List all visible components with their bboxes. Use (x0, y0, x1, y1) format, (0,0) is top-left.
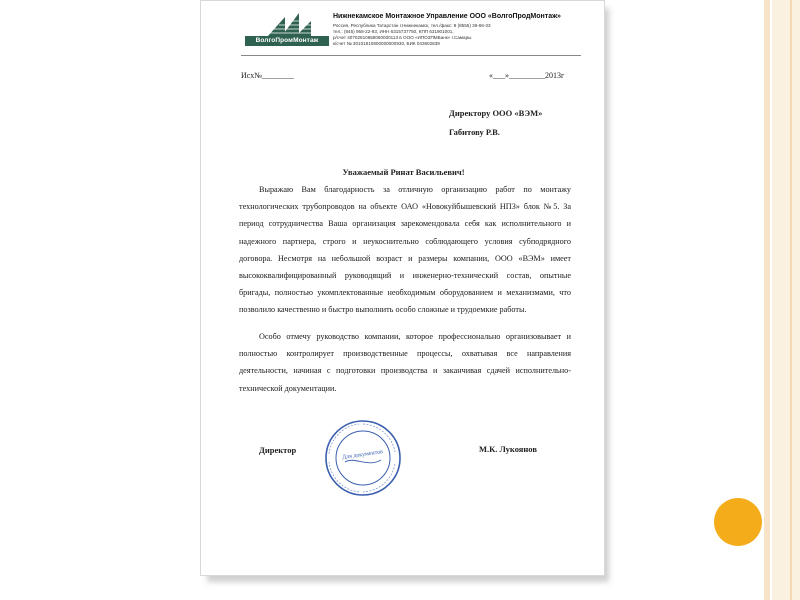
stamp-text: Для документов (341, 449, 384, 461)
logo-text: ВолгоПромМонтаж (245, 36, 329, 46)
side-stripe (790, 0, 792, 600)
body-paragraph: Особо отмечу руководство компании, которое профессионально организовывает и полностью контролирует производственные процессы, охватывая все направления деятельности, начиная с подготовки производства и заканчивая сдачей исполнительно-технической документации. (239, 332, 571, 393)
company-stamp-icon (323, 418, 403, 498)
company-detail-line: тел.: (845) 958-22-93, ИНН 6315737750, КПП 631901001, (333, 29, 454, 34)
side-stripe (764, 0, 770, 600)
letterhead-divider (241, 55, 581, 56)
company-detail-line: р/счет 40702810658060000113 в ООО «ИПОЗПМБанк» г.Самары (333, 35, 472, 40)
body-paragraph: Выражаю Вам благодарность за отличную организацию работ по монтажу технологических трубопроводов на объекте ОАО «Новокуйбышевский НПЗ» блок №5. За период сотрудничества Ваша организация зарекомендовала себя как исполнительного и надежного партнера, строго и неукоснительно соблюдающего условия субподрядного договора. Несмотря на небольшой возраст и размеры компании, ООО «ВЭМ» имеет высококвалифицированный руководящий и инженерно-технический состав, опытные бригады, полностью укомплектованные необходимым оборудованием и механизмами, что позволило качественно и быстро выполнить особо сложные и трудоемкие работы. (239, 185, 571, 315)
accent-circle (714, 498, 762, 546)
signature-title: Директор (259, 445, 297, 455)
signature-name: М.К. Лукоянов (479, 444, 537, 454)
side-stripe (772, 0, 800, 600)
addressee-name: Габитову Р.В. (449, 127, 500, 137)
addressee-position: Директору ООО «ВЭМ» (449, 108, 543, 118)
company-detail-line: к/счет № 30101810800000000930, БИК 043602839 (333, 41, 440, 46)
outgoing-number: Исх№________ (241, 71, 294, 80)
letter-page (200, 0, 605, 576)
greeting: Уважаемый Ринат Васильевич! (342, 167, 465, 177)
letter-date: «___»_________2013г (489, 71, 565, 80)
company-title: Нижнекамское Монтажное Управление ООО «ВолгоПродМонтаж» (333, 13, 561, 20)
company-detail-line: Россия, Республика Татарстан г.Нижнекамск, тел./факс: 8 (8555) 36-66-33 (333, 23, 491, 28)
